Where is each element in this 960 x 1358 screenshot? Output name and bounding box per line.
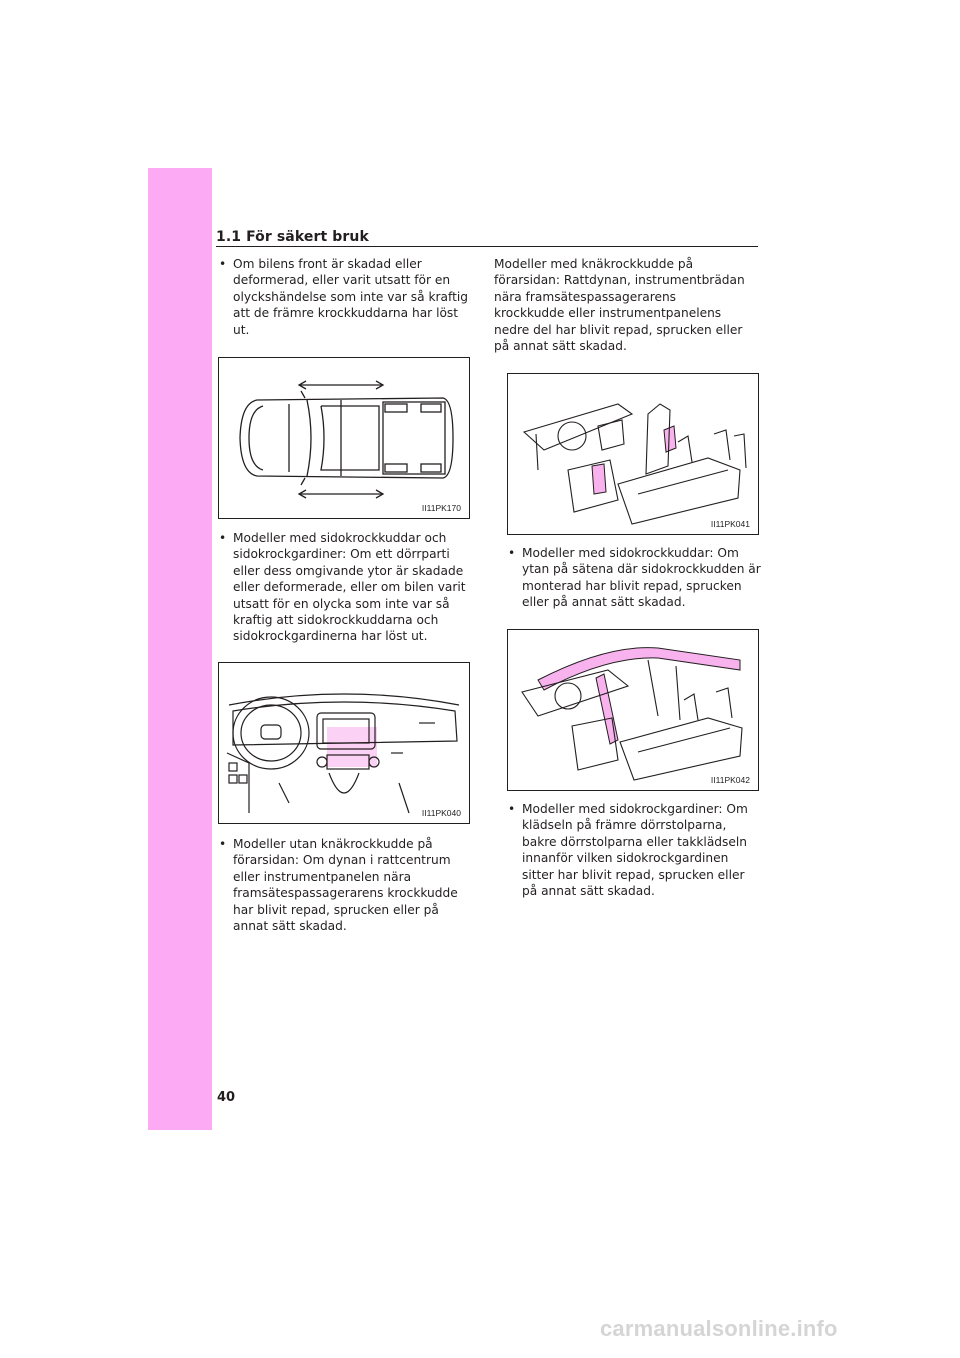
figure-seat-airbags <box>507 373 759 535</box>
car-top-view-illustration <box>219 358 469 518</box>
curtain-airbag-illustration <box>508 630 758 790</box>
bullet-text: Modeller med sidokrockkuddar och sidokrockgardiner: Om ett dörrparti eller dess omgivande ytor är skadade eller deformerade, eller om bilen varit utsatt för en olycka som inte var så kraftig att sidokrockkuddarna och sidokrockgardinerna har löst ut. <box>233 531 466 644</box>
figure-code: II11PK041 <box>710 519 750 529</box>
right-column-mid <box>507 545 763 611</box>
page-number: 40 <box>217 1090 236 1105</box>
figure-dashboard <box>218 662 470 824</box>
bullet-text: Modeller med sidokrockkuddar: Om ytan på sätena där sidokrockkudden är monterad har blivit repad, sprucken eller på annat sätt skadad. <box>522 546 761 610</box>
left-column-bottom <box>218 836 474 934</box>
watermark-text: carmanualsonline.info <box>600 1316 838 1341</box>
right-column <box>494 256 750 354</box>
bullet-door-damage: • Modeller med sidokrockkuddar och sidokrockgardiner: Om ett dörrparti eller dess omgivande ytor är skadade eller deformerade, eller om bilen varit utsatt för en olycka som inte var så kraftig att sidokrockkuddarna och sidokrockgardinerna har löst ut. <box>219 531 466 644</box>
paragraph-knee-airbag: Modeller med knäkrockkudde på förarsidan: Rattdynan, instrumentbrädan nära framsätespassagerarens krockkudde eller instrumentpanelens nedre del har blivit repad, sprucken eller på annat sätt skadad. <box>494 257 745 354</box>
chapter-sidebar-tab <box>148 168 212 1130</box>
figure-code: II11PK042 <box>710 775 750 785</box>
seat-airbag-illustration <box>508 374 758 534</box>
bullet-pillar-trim: • Modeller med sidokrockgardiner: Om klädseln på främre dörrstolparna, bakre dörrstolparna eller takklädseln innanför vilken sidokrockgardinen sitter har blivit repad, sprucken eller på annat sätt skadad. <box>508 802 748 899</box>
left-column <box>218 256 474 338</box>
figure-code: II11PK040 <box>421 808 461 818</box>
bullet-text: Modeller med sidokrockgardiner: Om klädseln på främre dörrstolparna, bakre dörrstolparna eller takklädseln innanför vilken sidokrockgardinen sitter har blivit repad, sprucken eller på annat sätt skadad. <box>522 802 748 899</box>
figure-car-top-view <box>218 357 470 519</box>
bullet-seat-surface: • Modeller med sidokrockkuddar: Om ytan på sätena där sidokrockkudden är monterad har blivit repad, sprucken eller på annat sätt skadad. <box>508 546 761 610</box>
bullet-steering-pad: • Modeller utan knäkrockkudde på förarsidan: Om dynan i rattcentrum eller instrumentpanelen nära framsätespassagerarens krockkudde har blivit repad, sprucken eller på annat sätt skadad. <box>219 837 458 934</box>
dashboard-illustration <box>219 663 469 823</box>
left-column-mid <box>218 530 474 645</box>
bullet-text: Modeller utan knäkrockkudde på förarsidan: Om dynan i rattcentrum eller instrumentpanelen nära framsätespassagerarens krockkudde har blivit repad, sprucken eller på annat sätt skadad. <box>233 837 458 934</box>
right-column-bottom <box>507 801 763 899</box>
figure-curtain-airbags <box>507 629 759 791</box>
figure-code: II11PK170 <box>421 503 461 513</box>
bullet-text: Om bilens front är skadad eller deformerad, eller varit utsatt för en olyckshändelse som inte var så kraftig att de främre krockkuddarna har löst ut. <box>233 257 469 337</box>
bullet-front-damage: • Om bilens front är skadad eller deformerad, eller varit utsatt för en olyckshändelse som inte var så kraftig att de främre krockkuddarna har löst ut. <box>219 257 469 337</box>
section-header <box>216 226 758 247</box>
section-title: 1.1 För säkert bruk <box>216 229 369 245</box>
